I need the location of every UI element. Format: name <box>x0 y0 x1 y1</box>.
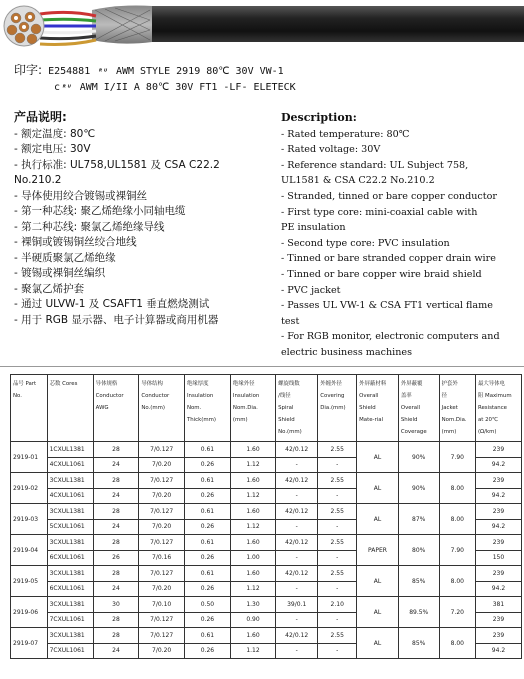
column-header <box>357 375 399 442</box>
marking-line-2: c ᴿᵁ AWM I/II A 80℃ 30V FT1 -LF- ELETECK <box>14 80 296 96</box>
conductor-cell: 7/0.16 <box>139 550 185 566</box>
column-header-line: Overall <box>400 405 421 411</box>
column-header-line: Conductor <box>141 393 170 399</box>
insulation-thickness-cell: 0.26 <box>184 519 230 535</box>
en-item: test <box>281 315 300 327</box>
chinese-title: 产品说明: <box>14 110 67 124</box>
part-number-cell: 2919-03 <box>11 504 48 535</box>
cable-image <box>0 0 524 52</box>
en-item: - Tinned or bare copper wire braid shield <box>281 268 482 280</box>
insulation-thickness-cell: 0.61 <box>184 566 230 582</box>
column-header <box>139 375 185 442</box>
column-header-line: 导体结构 <box>141 381 163 387</box>
table-row <box>11 473 522 489</box>
zh-item: - 镀锡或裸铜丝编织 <box>14 267 106 279</box>
spiral-shield-cell: - <box>276 550 318 566</box>
jacket-diameter-cell: 8.00 <box>439 566 475 597</box>
resistance-cell: 239 <box>475 628 521 644</box>
insulation-thickness-cell: 0.61 <box>184 504 230 520</box>
conductor-cell: 7/0.20 <box>139 643 185 659</box>
conductor-cell: 7/0.127 <box>139 473 185 489</box>
column-header-line: (mm) <box>232 417 248 423</box>
en-item: - Rated temperature: 80℃ <box>281 128 410 140</box>
insulation-thickness-cell: 0.26 <box>184 643 230 659</box>
shield-coverage-cell: 85% <box>398 566 439 597</box>
awg-cell: 24 <box>93 457 139 473</box>
table-row <box>11 628 522 644</box>
table-header-row <box>11 375 522 442</box>
jacket-diameter-cell: 7.20 <box>439 597 475 628</box>
column-header <box>47 375 93 442</box>
column-header-line: Nom.Dia. <box>441 417 467 423</box>
spiral-shield-cell: 42/0.12 <box>276 504 318 520</box>
spiral-shield-cell: - <box>276 612 318 628</box>
cores-cell: 7CXUL1061 <box>47 643 93 659</box>
column-header-line: 绝缘厚度 <box>186 381 209 387</box>
covering-diameter-cell: - <box>318 488 357 504</box>
insulation-thickness-cell: 0.61 <box>184 628 230 644</box>
table-row <box>11 504 522 520</box>
column-header-line: (Ω/km) <box>477 429 497 435</box>
shield-material-cell: AL <box>357 473 399 504</box>
awg-cell: 28 <box>93 442 139 458</box>
section-divider <box>0 366 524 367</box>
insulation-diameter-cell: 1.60 <box>230 504 275 520</box>
spiral-shield-cell: - <box>276 457 318 473</box>
awg-cell: 30 <box>93 597 139 613</box>
en-item: - Stranded, tinned or bare copper conductor <box>281 190 497 202</box>
cores-cell: 6CXUL1061 <box>47 550 93 566</box>
table-row <box>11 566 522 582</box>
en-item: - Reference standard: UL Subject 758, <box>281 159 469 171</box>
english-description <box>281 110 524 361</box>
en-item: - Tinned or bare stranded copper drain wire <box>281 253 496 265</box>
insulation-thickness-cell: 0.61 <box>184 442 230 458</box>
insulation-diameter-cell: 1.60 <box>230 566 275 582</box>
insulation-thickness-cell: 0.61 <box>184 473 230 489</box>
insulation-thickness-cell: 0.26 <box>184 581 230 597</box>
spiral-shield-cell: 42/0.12 <box>276 473 318 489</box>
en-item: - Passes UL VW-1 & CSA FT1 vertical flame <box>281 300 493 312</box>
column-header-line: Nom. <box>186 405 202 411</box>
en-item: electric business machines <box>281 346 413 358</box>
column-header-line: Dia.(mm) <box>320 405 346 411</box>
part-number-cell: 2919-01 <box>11 442 48 473</box>
cores-cell: 3CXUL1381 <box>47 566 93 582</box>
conductor-cell: 7/0.20 <box>139 581 185 597</box>
en-item: - For RGB monitor, electronic computers and <box>281 331 500 343</box>
conductor-cell: 7/0.20 <box>139 488 185 504</box>
jacket-diameter-cell: 7.90 <box>439 535 475 566</box>
column-header-line: No. <box>13 393 22 399</box>
awg-cell: 24 <box>93 643 139 659</box>
zh-item: - 导体使用绞合镀锡或裸铜丝 <box>14 189 148 202</box>
covering-diameter-cell: - <box>318 457 357 473</box>
insulation-diameter-cell: 0.90 <box>230 612 275 628</box>
resistance-cell: 94.2 <box>475 581 521 597</box>
column-header-line: Shield <box>359 405 376 411</box>
insulation-diameter-cell: 1.12 <box>230 581 275 597</box>
cores-cell: 3CXUL1381 <box>47 504 93 520</box>
en-item: - Second type core: PVC insulation <box>281 237 450 249</box>
conductor-cell: 7/0.127 <box>139 612 185 628</box>
column-header-line: Thick(mm) <box>186 417 216 423</box>
awg-cell: 24 <box>93 488 139 504</box>
jacket-diameter-cell: 7.90 <box>439 442 475 473</box>
cores-cell: 3CXUL1381 <box>47 597 93 613</box>
zh-item: - 用于 RGB 显示器、电子计算器或商用机器 <box>14 313 219 326</box>
cores-cell: 6CXUL1061 <box>47 581 93 597</box>
column-header-line: 外屏蔽材料 <box>359 381 387 387</box>
cores-cell: 1CXUL1381 <box>47 442 93 458</box>
insulation-thickness-cell: 0.26 <box>184 612 230 628</box>
column-header-line: 芯数 Cores <box>49 381 78 387</box>
insulation-diameter-cell: 1.00 <box>230 550 275 566</box>
column-header-line: Mate-rial <box>359 417 384 423</box>
part-number-cell: 2919-07 <box>11 628 48 659</box>
spiral-shield-cell: - <box>276 643 318 659</box>
zh-item: - 通过 ULVW-1 及 CSAFT1 垂直燃烧测试 <box>14 298 210 310</box>
covering-diameter-cell: - <box>318 519 357 535</box>
ul-logo-icon: ᴿᵁ <box>98 67 108 76</box>
insulation-thickness-cell: 0.26 <box>184 488 230 504</box>
table-row <box>11 442 522 458</box>
column-header <box>230 375 275 442</box>
resistance-cell: 94.2 <box>475 519 521 535</box>
awg-cell: 24 <box>93 581 139 597</box>
table-row <box>11 535 522 551</box>
column-header-line: /线径 <box>278 393 291 399</box>
insulation-diameter-cell: 1.60 <box>230 628 275 644</box>
zh-item: - 额定电压: 30V <box>14 143 91 155</box>
zh-item: - 第二种芯线: 聚氯乙烯绝缘导线 <box>14 220 165 233</box>
cable-marking <box>14 62 296 96</box>
spiral-shield-cell: 42/0.12 <box>276 566 318 582</box>
part-number-cell: 2919-06 <box>11 597 48 628</box>
conductor-cell: 7/0.10 <box>139 597 185 613</box>
column-header-line: 外缠外径 <box>320 381 342 387</box>
conductor-cell: 7/0.20 <box>139 519 185 535</box>
conductor-cell: 7/0.127 <box>139 535 185 551</box>
column-header-line: 品号 Part <box>13 381 37 387</box>
jacket-diameter-cell: 8.00 <box>439 473 475 504</box>
covering-diameter-cell: 2.55 <box>318 473 357 489</box>
column-header-line: 导体规格 <box>95 381 118 387</box>
column-header-line: 径 <box>441 393 448 399</box>
column-header <box>475 375 521 442</box>
column-header <box>93 375 139 442</box>
cores-cell: 4CXUL1061 <box>47 457 93 473</box>
en-item: PE insulation <box>281 222 346 234</box>
shield-material-cell: AL <box>357 628 399 659</box>
covering-diameter-cell: - <box>318 612 357 628</box>
spiral-shield-cell: 42/0.12 <box>276 535 318 551</box>
column-header-line: Shield <box>400 417 418 423</box>
cores-cell: 7CXUL1061 <box>47 612 93 628</box>
jacket-diameter-cell: 8.00 <box>439 504 475 535</box>
column-header-line: Nom.Dia. <box>232 405 258 411</box>
en-item: - First type core: mini-coaxial cable with <box>281 206 478 218</box>
cores-cell: 4CXUL1061 <box>47 488 93 504</box>
resistance-cell: 94.2 <box>475 488 521 504</box>
shield-material-cell: AL <box>357 597 399 628</box>
awg-cell: 28 <box>93 612 139 628</box>
specification-table <box>10 374 522 659</box>
shield-coverage-cell: 87% <box>398 504 439 535</box>
awg-cell: 28 <box>93 535 139 551</box>
chinese-description <box>14 110 274 328</box>
awg-cell: 24 <box>93 519 139 535</box>
covering-diameter-cell: 2.55 <box>318 504 357 520</box>
column-header-line: 护套外 <box>441 381 458 387</box>
conductor-cell: 7/0.127 <box>139 442 185 458</box>
column-header-line: Overall <box>359 393 379 399</box>
column-header <box>276 375 318 442</box>
conductor-cell: 7/0.20 <box>139 457 185 473</box>
awg-cell: 28 <box>93 566 139 582</box>
shield-material-cell: AL <box>357 442 399 473</box>
resistance-cell: 150 <box>475 550 521 566</box>
column-header-line: 最大导体电 <box>477 381 505 387</box>
cores-cell: 3CXUL1381 <box>47 535 93 551</box>
covering-diameter-cell: 2.55 <box>318 535 357 551</box>
column-header <box>318 375 357 442</box>
column-header-line: 外屏蔽覆 <box>400 381 423 387</box>
insulation-diameter-cell: 1.12 <box>230 457 275 473</box>
zh-item: - 第一种芯线: 聚乙烯绝缘小同轴电缆 <box>14 205 186 217</box>
shield-coverage-cell: 80% <box>398 535 439 566</box>
column-header-line: Resistance <box>477 405 507 411</box>
cores-cell: 5CXUL1061 <box>47 519 93 535</box>
en-item: - PVC jacket <box>281 284 341 296</box>
covering-diameter-cell: - <box>318 643 357 659</box>
spiral-shield-cell: - <box>276 488 318 504</box>
part-number-cell: 2919-05 <box>11 566 48 597</box>
column-header <box>439 375 475 442</box>
column-header-line: Insulation <box>232 393 260 399</box>
spiral-shield-cell: 42/0.12 <box>276 628 318 644</box>
covering-diameter-cell: 2.55 <box>318 442 357 458</box>
zh-item: No.210.2 <box>14 174 62 186</box>
en-item: UL1581 & CSA C22.2 No.210.2 <box>281 175 435 187</box>
zh-item: - 裸铜或镀锡铜丝绞合地线 <box>14 236 137 248</box>
resistance-cell: 239 <box>475 504 521 520</box>
covering-diameter-cell: - <box>318 550 357 566</box>
zh-item: - 额定温度: 80℃ <box>14 127 96 140</box>
insulation-thickness-cell: 0.50 <box>184 597 230 613</box>
column-header <box>184 375 230 442</box>
spiral-shield-cell: 42/0.12 <box>276 442 318 458</box>
zh-item: - 执行标准: UL758,UL1581 及 CSA C22.2 <box>14 158 220 171</box>
conductor-cell: 7/0.127 <box>139 566 185 582</box>
shield-coverage-cell: 90% <box>398 442 439 473</box>
column-header-line: Insulation <box>186 393 214 399</box>
jacket-diameter-cell: 8.00 <box>439 628 475 659</box>
en-item: - Rated voltage: 30V <box>281 144 381 156</box>
column-header-line: Covering <box>320 393 345 399</box>
column-header-line: at 20℃ <box>477 417 498 423</box>
column-header-line: Shield <box>278 417 295 423</box>
zh-item: - 聚氯乙烯护套 <box>14 282 85 295</box>
part-number-cell: 2919-04 <box>11 535 48 566</box>
part-number-cell: 2919-02 <box>11 473 48 504</box>
covering-diameter-cell: 2.55 <box>318 566 357 582</box>
insulation-diameter-cell: 1.12 <box>230 643 275 659</box>
column-header-line: 绝缘外径 <box>232 381 255 387</box>
insulation-diameter-cell: 1.60 <box>230 535 275 551</box>
column-header-line: No.(mm) <box>141 405 165 411</box>
shield-material-cell: AL <box>357 566 399 597</box>
insulation-diameter-cell: 1.30 <box>230 597 275 613</box>
awg-cell: 26 <box>93 550 139 566</box>
spiral-shield-cell: - <box>276 581 318 597</box>
shield-coverage-cell: 90% <box>398 473 439 504</box>
table-row <box>11 597 522 613</box>
resistance-cell: 239 <box>475 566 521 582</box>
covering-diameter-cell: 2.55 <box>318 628 357 644</box>
resistance-cell: 94.2 <box>475 457 521 473</box>
insulation-diameter-cell: 1.60 <box>230 442 275 458</box>
marking-line-1: 印字: E254881 ᴿᵁ AWM STYLE 2919 80℃ 30V VW-1 <box>14 62 296 80</box>
resistance-cell: 239 <box>475 612 521 628</box>
column-header <box>11 375 48 442</box>
column-header-line: Conductor <box>95 393 124 399</box>
spiral-shield-cell: - <box>276 519 318 535</box>
column-header-line: Spiral <box>278 405 294 411</box>
marking-label: 印字: <box>14 63 43 77</box>
spiral-shield-cell: 39/0.1 <box>276 597 318 613</box>
column-header-line: 阻 Maximum <box>477 393 512 399</box>
resistance-cell: 239 <box>475 442 521 458</box>
resistance-cell: 239 <box>475 473 521 489</box>
column-header-line: Jacket <box>441 405 458 411</box>
covering-diameter-cell: - <box>318 581 357 597</box>
awg-cell: 28 <box>93 473 139 489</box>
resistance-cell: 381 <box>475 597 521 613</box>
table-body <box>11 442 522 659</box>
resistance-cell: 239 <box>475 535 521 551</box>
column-header-line: Coverage <box>400 429 427 435</box>
column-header-line: 盖率 <box>400 393 412 399</box>
english-title: Description: <box>281 111 357 124</box>
awg-cell: 28 <box>93 504 139 520</box>
cores-cell: 3CXUL1381 <box>47 628 93 644</box>
shield-coverage-cell: 89.5% <box>398 597 439 628</box>
insulation-diameter-cell: 1.12 <box>230 519 275 535</box>
column-header-line: 螺旋线数 <box>278 381 300 387</box>
insulation-thickness-cell: 0.61 <box>184 535 230 551</box>
covering-diameter-cell: 2.10 <box>318 597 357 613</box>
conductor-cell: 7/0.127 <box>139 504 185 520</box>
insulation-thickness-cell: 0.26 <box>184 550 230 566</box>
zh-item: - 半硬质聚氯乙烯绝缘 <box>14 251 116 264</box>
shield-material-cell: AL <box>357 504 399 535</box>
resistance-cell: 94.2 <box>475 643 521 659</box>
column-header-line: (mm) <box>441 429 457 435</box>
insulation-thickness-cell: 0.26 <box>184 457 230 473</box>
column-header-line: No.(mm) <box>278 429 302 435</box>
insulation-diameter-cell: 1.60 <box>230 473 275 489</box>
column-header-line: AWG <box>95 405 109 411</box>
column-header <box>398 375 439 442</box>
insulation-diameter-cell: 1.12 <box>230 488 275 504</box>
cul-logo-icon: ᴿᵁ <box>62 83 72 92</box>
cores-cell: 3CXUL1381 <box>47 473 93 489</box>
shield-material-cell: PAPER <box>357 535 399 566</box>
awg-cell: 28 <box>93 628 139 644</box>
conductor-cell: 7/0.127 <box>139 628 185 644</box>
shield-coverage-cell: 85% <box>398 628 439 659</box>
